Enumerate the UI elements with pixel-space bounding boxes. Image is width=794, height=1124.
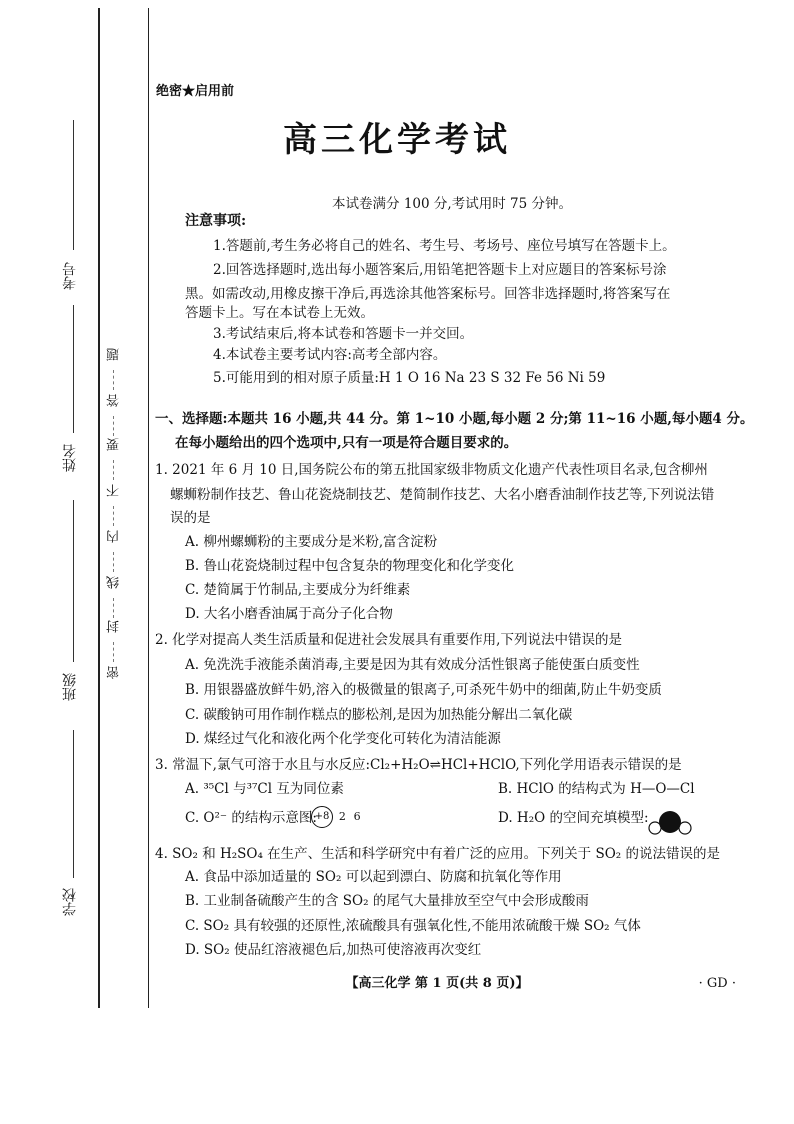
electron-shell-2: 6 bbox=[353, 810, 361, 823]
q4-option-d: D. SO₂ 使品红溶液褪色后,加热可使溶液再次变红 bbox=[185, 942, 482, 958]
seal-dash bbox=[113, 552, 114, 572]
seal-char: 线 bbox=[107, 576, 122, 589]
electron-shell-1: 2 bbox=[338, 810, 346, 823]
water-space-filling-model-icon bbox=[645, 808, 695, 838]
seal-dash bbox=[113, 460, 114, 480]
seal-char: 内 bbox=[107, 530, 122, 543]
seal-char: 答 bbox=[107, 394, 122, 407]
q3-option-c: C. O²⁻ 的结构示意图: bbox=[185, 810, 317, 826]
q4-stem: 4. SO₂ 和 H₂SO₄ 在生产、生活和科学研究中有着广泛的应用。下列关于 SO₂ 的说法错误的是 bbox=[155, 846, 720, 862]
seal-char: 题 bbox=[107, 348, 122, 361]
exam-no-label: 考号 bbox=[62, 262, 78, 290]
exam-title: 高三化学考试 bbox=[283, 120, 511, 160]
notice-line: 2.回答选择题时,选出每小题答案后,用铅笔把答题卡上对应题目的答案标号涂 bbox=[213, 262, 667, 278]
notice-line: 1.答题前,考生务必将自己的姓名、考生号、考场号、座位号填写在答题卡上。 bbox=[213, 238, 676, 254]
q1-stem: 螺蛳粉制作技艺、鲁山花瓷烧制技艺、楚简制作技艺、大名小磨香油制作技艺等,下列说法错 bbox=[170, 487, 715, 503]
name-underline bbox=[73, 305, 74, 433]
page-footer: 【高三化学 第 1 页(共 8 页)】 bbox=[345, 976, 529, 991]
notice-line: 3.考试结束后,将本试卷和答题卡一并交回。 bbox=[213, 326, 474, 342]
seal-dash bbox=[113, 598, 114, 618]
q3-option-d: D. H₂O 的空间充填模型: bbox=[498, 810, 649, 826]
q3-option-a: A. ³⁵Cl 与³⁷Cl 互为同位素 bbox=[185, 781, 344, 797]
q4-option-a: A. 食品中添加适量的 SO₂ 可以起到漂白、防腐和抗氧化等作用 bbox=[185, 869, 562, 885]
notice-heading: 注意事项: bbox=[185, 213, 247, 229]
school-label: 学校 bbox=[62, 888, 78, 916]
confidential-label: 绝密★启用前 bbox=[156, 84, 235, 99]
seal-char: 封 bbox=[107, 620, 122, 633]
q1-stem: 1. 2021 年 6 月 10 日,国务院公布的第五批国家级非物质文化遗产代表性项目名录,包含柳州 bbox=[155, 462, 708, 478]
q1-option-b: B. 鲁山花瓷烧制过程中包含复杂的物理变化和化学变化 bbox=[185, 558, 515, 574]
q2-stem: 2. 化学对提高人类生活质量和促进社会发展具有重要作用,下列说法中错误的是 bbox=[155, 632, 622, 648]
notice-line: 黑。如需改动,用橡皮擦干净后,再选涂其他答案标号。回答非选择题时,将答案写在 bbox=[185, 286, 671, 302]
school-underline bbox=[73, 730, 74, 878]
paper-code: · GD · bbox=[698, 976, 736, 991]
seal-char: 密 bbox=[107, 666, 122, 679]
q2-option-c: C. 碳酸钠可用作制作糕点的膨松剂,是因为加热能分解出二氧化碳 bbox=[185, 707, 573, 723]
class-underline bbox=[73, 500, 74, 662]
q3-stem: 3. 常温下,氯气可溶于水且与水反应:Cl₂+H₂O⇌HCl+HClO,下列化学用语表示错误的是 bbox=[155, 757, 682, 773]
q1-option-d: D. 大名小磨香油属于高分子化合物 bbox=[185, 606, 393, 622]
seal-dash bbox=[113, 416, 114, 436]
q1-stem: 误的是 bbox=[170, 510, 211, 526]
notice-line: 5.可能用到的相对原子质量:H 1 O 16 Na 23 S 32 Fe 56 Ni 59 bbox=[213, 370, 606, 386]
seal-dash bbox=[113, 506, 114, 526]
q4-option-c: C. SO₂ 具有较强的还原性,浓硫酸具有强氧化性,不能用浓硫酸干燥 SO₂ 气体 bbox=[185, 918, 641, 934]
q4-option-b: B. 工业制备硫酸产生的含 SO₂ 的尾气大量排放至空气中会形成酸雨 bbox=[185, 893, 589, 909]
seal-dash bbox=[113, 642, 114, 662]
q2-option-a: A. 免洗洗手液能杀菌消毒,主要是因为其有效成分活性银离子能使蛋白质变性 bbox=[185, 657, 640, 673]
class-label: 班级 bbox=[62, 673, 78, 701]
q1-option-c: C. 楚简属于竹制品,主要成分为纤维素 bbox=[185, 582, 411, 598]
q3-option-b: B. HClO 的结构式为 H—O—Cl bbox=[498, 781, 695, 797]
name-label: 姓名 bbox=[62, 444, 78, 472]
exam-subtitle: 本试卷满分 100 分,考试用时 75 分钟。 bbox=[332, 196, 572, 212]
seal-char: 不 bbox=[107, 484, 122, 497]
section-heading-cont: 在每小题给出的四个选项中,只有一项是符合题目要求的。 bbox=[175, 435, 518, 451]
seal-char: 要 bbox=[107, 438, 122, 451]
q2-option-d: D. 煤经过气化和液化两个化学变化可转化为清洁能源 bbox=[185, 731, 501, 747]
q2-option-b: B. 用银器盛放鲜牛奶,溶入的极微量的银离子,可杀死牛奶中的细菌,防止牛奶变质 bbox=[185, 682, 662, 698]
seal-dash bbox=[113, 370, 114, 390]
nucleus-circle bbox=[311, 806, 333, 828]
nucleus-charge: +8 bbox=[314, 811, 330, 822]
notice-line: 4.本试卷主要考试内容:高考全部内容。 bbox=[213, 347, 447, 363]
section-heading: 一、选择题:本题共 16 小题,共 44 分。第 1~10 小题,每小题 2 分;第 11~16 小题,每小题4 分。 bbox=[155, 411, 754, 427]
atom-structure-diagram bbox=[311, 806, 361, 828]
notice-line: 答题卡上。写在本试卷上无效。 bbox=[185, 305, 374, 321]
q1-option-a: A. 柳州螺蛳粉的主要成分是米粉,富含淀粉 bbox=[185, 534, 438, 550]
